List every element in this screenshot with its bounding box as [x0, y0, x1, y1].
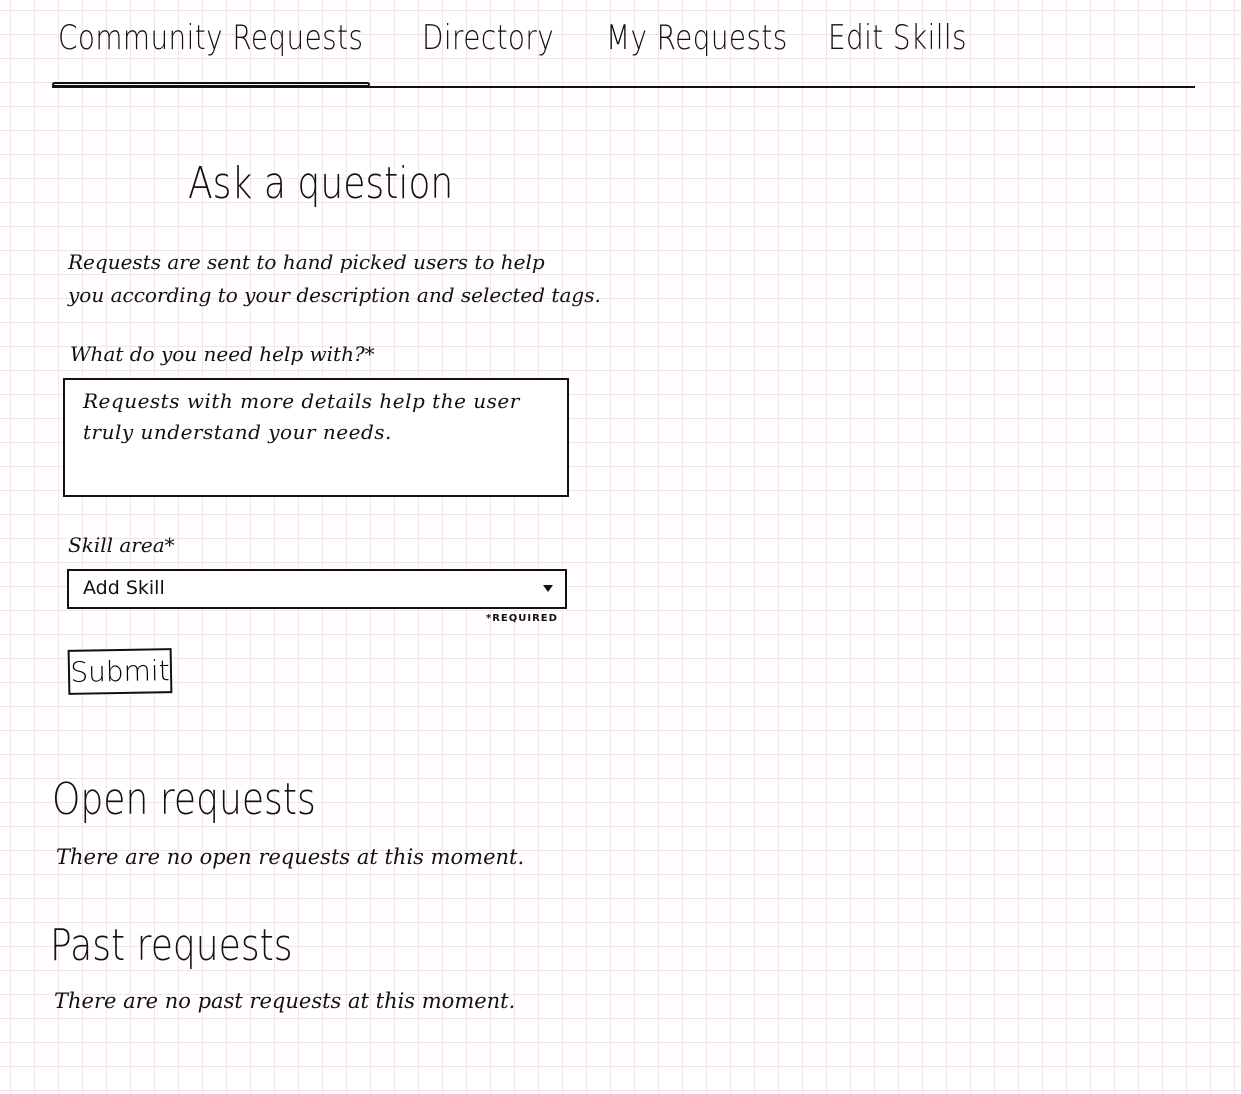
active-tab-indicator	[52, 82, 370, 87]
tab-edit-skills[interactable]: Edit Skills	[828, 18, 967, 58]
skill-select-value: Add Skill	[83, 577, 165, 599]
tab-my-requests[interactable]: My Requests	[606, 18, 788, 58]
dropdown-arrow-icon	[543, 585, 553, 592]
past-requests-title: Past requests	[50, 920, 293, 971]
skill-area-label: Skill area*	[68, 533, 175, 557]
tab-directory[interactable]: Directory	[422, 18, 555, 58]
open-requests-title: Open requests	[52, 774, 316, 825]
open-requests-empty-text: There are no open requests at this moment.	[56, 845, 525, 869]
ask-intro-line-1: Requests are sent to hand picked users to help	[68, 250, 545, 274]
skill-area-select[interactable]	[67, 569, 567, 609]
tab-community-requests[interactable]: Community Requests	[58, 18, 364, 58]
submit-button[interactable]: Submit	[68, 648, 173, 695]
help-field-label: What do you need help with?*	[70, 342, 375, 366]
past-requests-empty-text: There are no past requests at this moment.	[54, 989, 516, 1013]
top-nav	[52, 0, 1195, 90]
ask-intro	[68, 246, 628, 312]
ask-intro-line-2: you according to your description and selected tags.	[68, 283, 601, 307]
help-description-placeholder: Requests with more details help the user truly understand your needs.	[83, 389, 520, 444]
ask-question-title: Ask a question	[188, 158, 454, 209]
help-description-textarea[interactable]	[63, 378, 569, 497]
required-note: *REQUIRED	[486, 613, 558, 624]
